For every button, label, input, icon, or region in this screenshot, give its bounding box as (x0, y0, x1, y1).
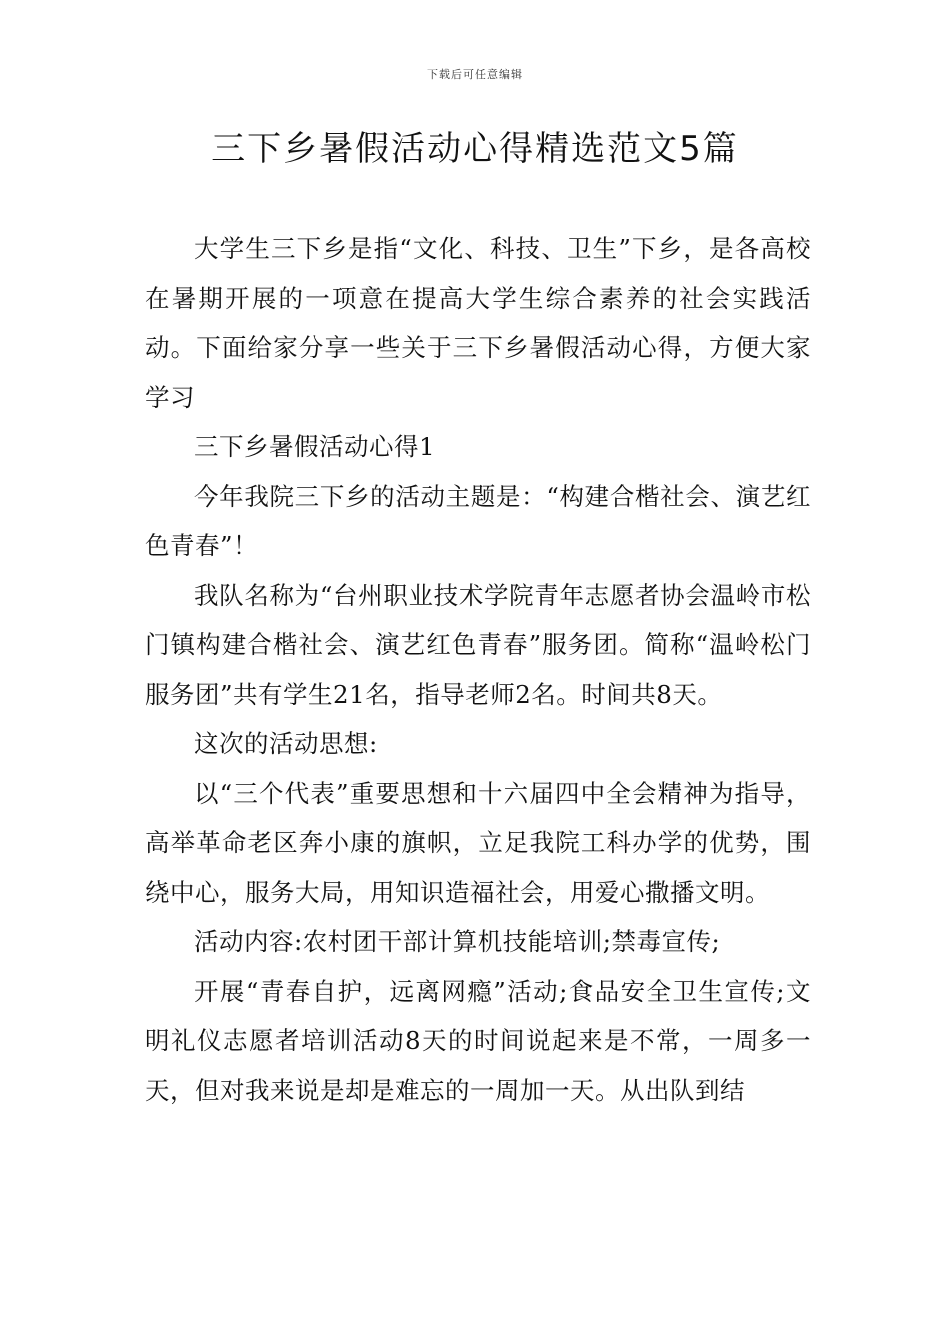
paragraph-content: 活动内容:农村团干部计算机技能培训;禁毒宣传; (194, 927, 721, 956)
section-heading: 三下乡暑假活动心得1 (194, 432, 436, 461)
paragraph-guiding: 以“三个代表”重要思想和十六届四中全会精神为指导，高举革命老区奔小康的旗帜，立足我院工科办学的优势，围绕中心，服务大局，用知识造福社会，用爱心撒播文明。 (145, 778, 811, 907)
paragraph-intro: 大学生三下乡是指“文化、科技、卫生”下乡，是各高校在暑期开展的一项意在提高大学生综合素养的社会实践活动。下面给家分享一些关于三下乡暑假活动心得，方便大家学习 (145, 234, 811, 412)
paragraph-team: 我队名称为“台州职业技术学院青年志愿者协会温岭市松门镇构建合楷社会、演艺红色青春”服务团。简称“温岭松门服务团”共有学生21名，指导老师2名。时间共8天。 (145, 580, 811, 709)
document-body (145, 224, 811, 1115)
header-note: 下载后可任意编辑 (427, 68, 523, 81)
document-title: 三下乡暑假活动心得精选范文5篇 (211, 129, 739, 169)
paragraph-theme: 今年我院三下乡的活动主题是：“构建合楷社会、演艺红色青春”！ (145, 481, 811, 560)
paragraph-thought-label: 这次的活动思想: (194, 729, 378, 758)
paragraph-activities: 开展“青春自护，远离网瘾”活动;食品安全卫生宣传;文明礼仪志愿者培训活动8天的时间说起来是不常，一周多一天，但对我来说是却是难忘的一周加一天。从出队到结 (145, 976, 811, 1105)
